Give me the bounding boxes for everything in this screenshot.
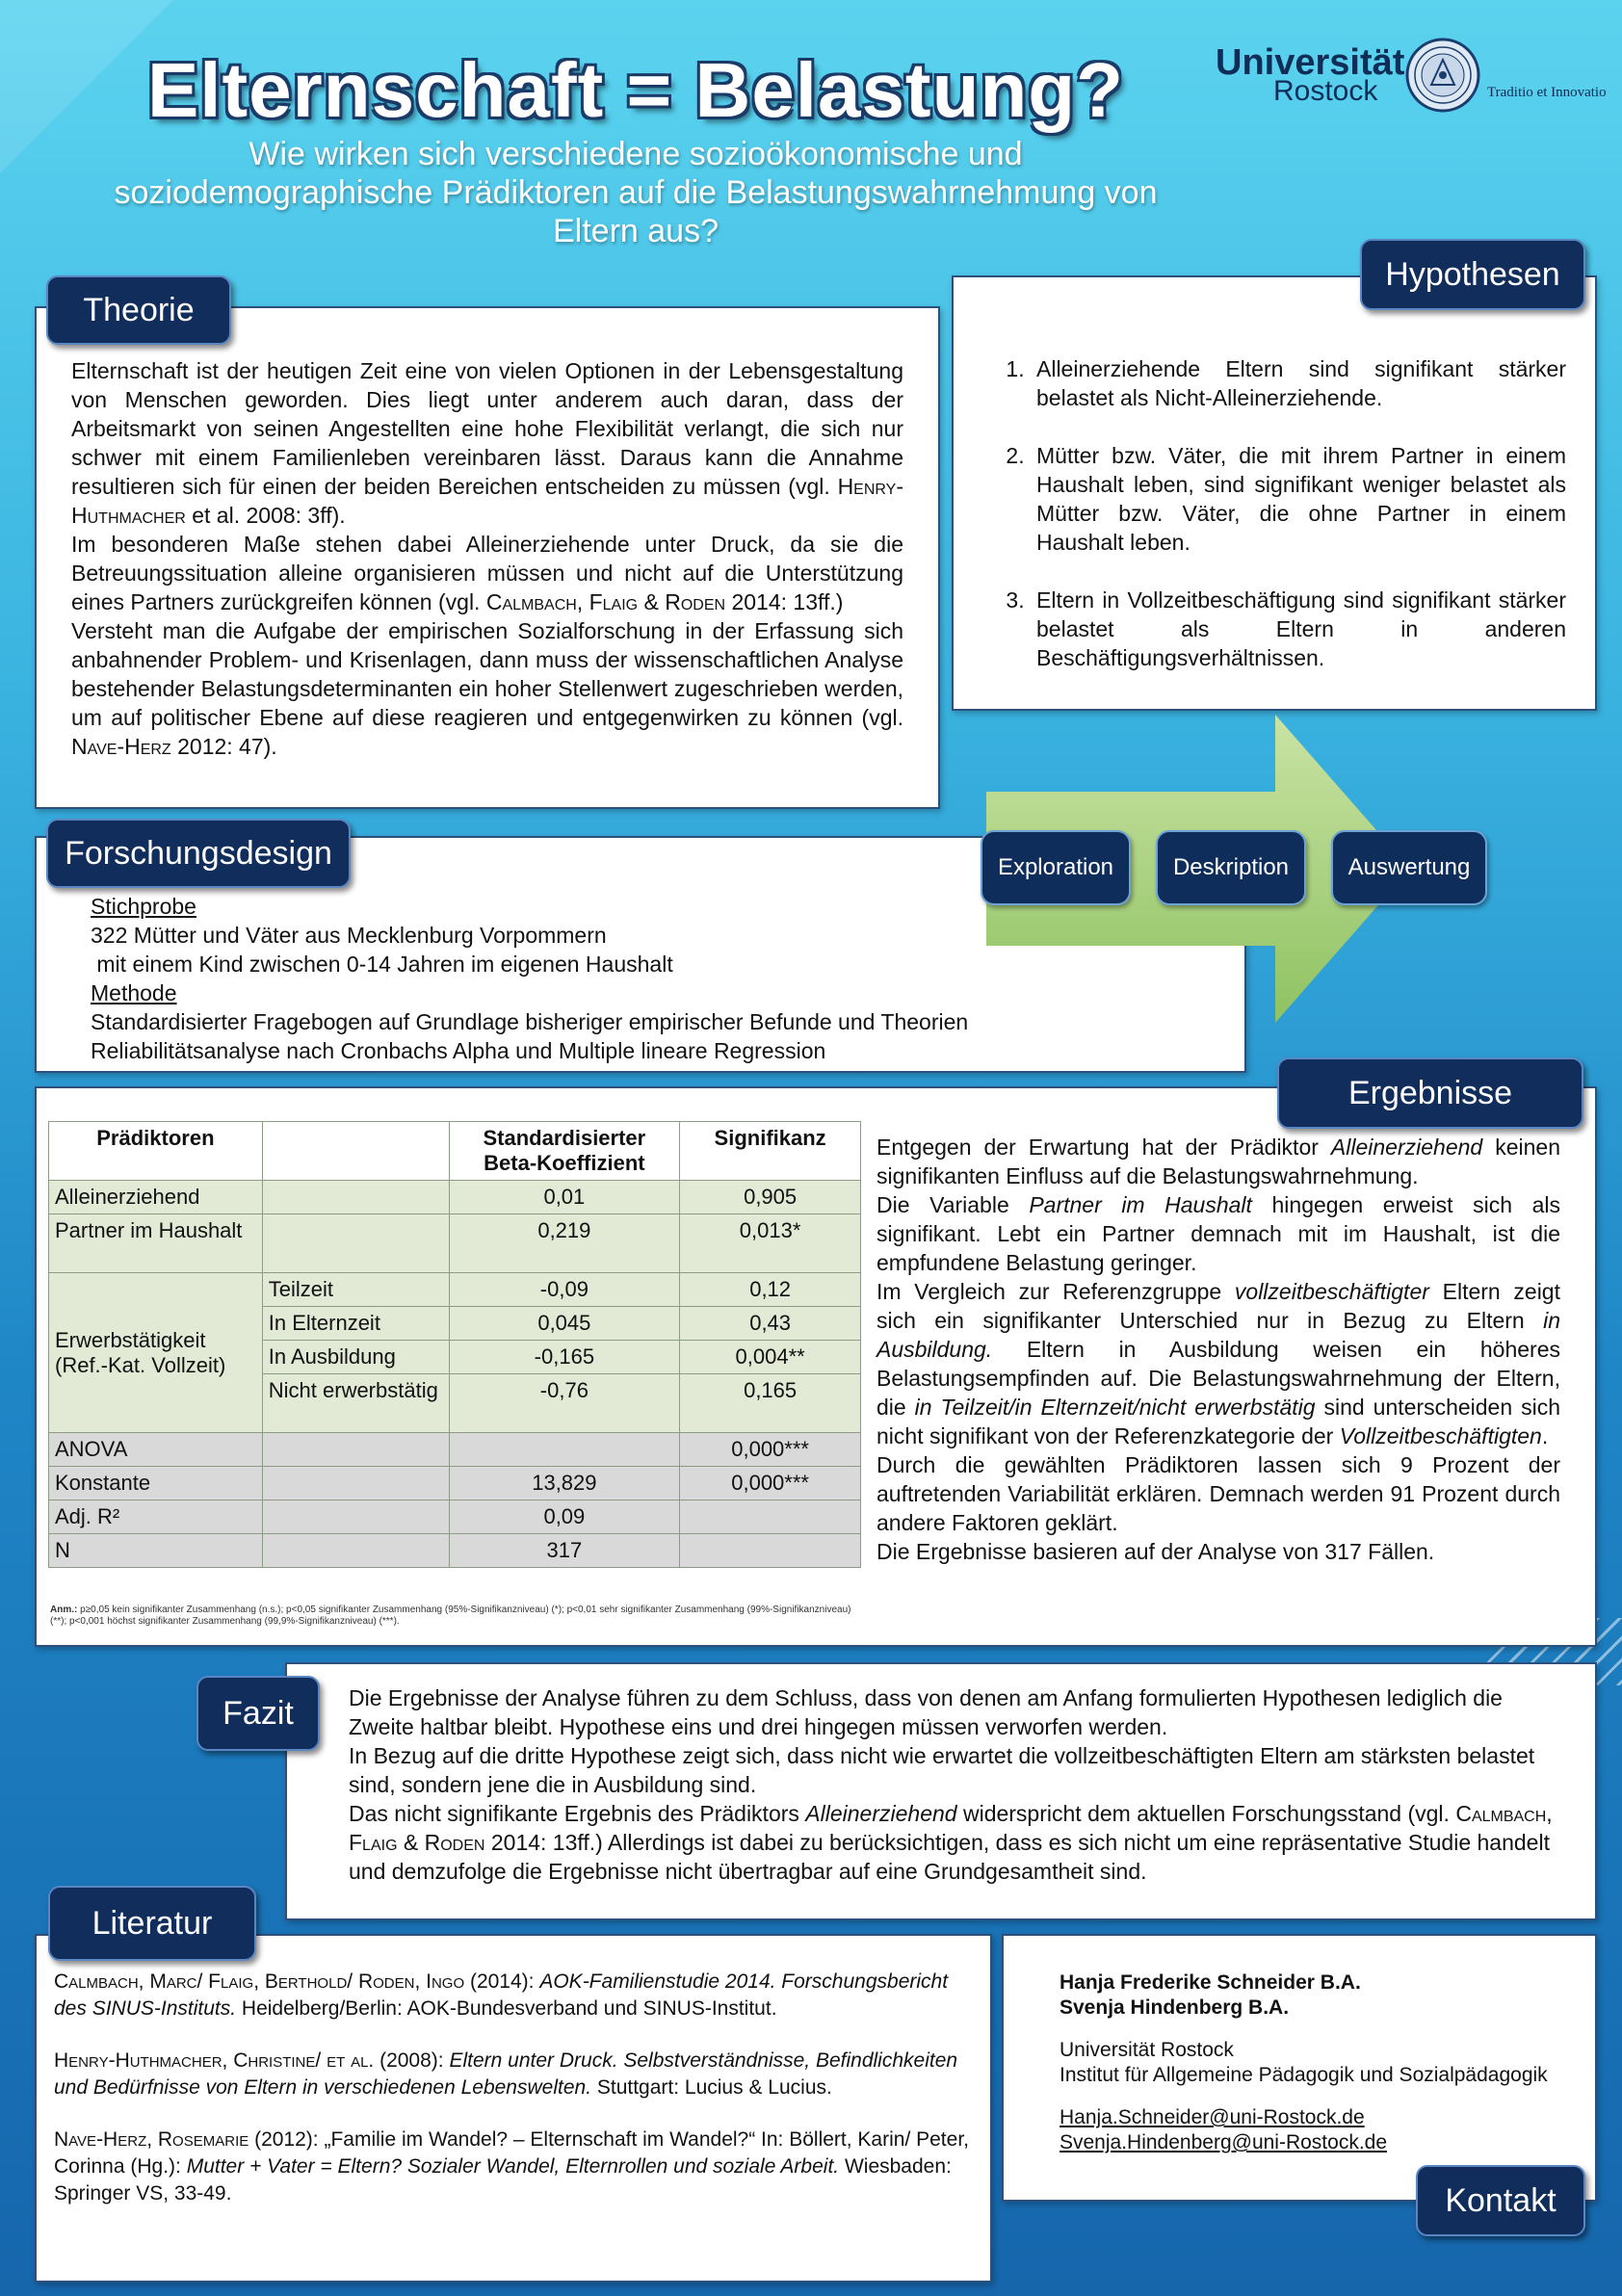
hypothesen-box <box>952 275 1597 711</box>
ref-publisher: Stuttgart: Lucius & Lucius. <box>591 2076 832 2099</box>
row-sig: 0,43 <box>680 1307 861 1341</box>
table-row <box>49 1534 861 1568</box>
fazit-l3-italic: Alleinerziehend <box>805 1801 957 1826</box>
ergebnisse-t3-e: . <box>1541 1423 1549 1448</box>
theorie-p3-end: 2012: 47). <box>170 734 277 759</box>
fazit-box <box>285 1662 1597 1920</box>
row-sig <box>680 1500 861 1534</box>
row-sub <box>262 1181 449 1214</box>
header-beta: Standardisierter Beta-Koeffizient <box>449 1122 680 1181</box>
methode-line2: Reliabilitätsanalyse nach Cronbachs Alpha und Multiple lineare Regression <box>91 1038 826 1063</box>
ref-authors: Nave-Herz, Rosemarie <box>54 2128 249 2151</box>
spacer <box>1060 2021 1580 2038</box>
ref-title: AOK-Familienstudie 2014. Forschungsbericht des SINUS-Instituts. <box>54 1970 949 2020</box>
header-signifikanz: Signifikanz <box>680 1122 861 1181</box>
fazit-text <box>349 1683 1564 1886</box>
row-beta: -0,09 <box>449 1273 680 1307</box>
row-beta: -0,76 <box>449 1374 680 1433</box>
ergebnisse-t3: Im Vergleich zur Referenzgruppe <box>876 1279 1235 1304</box>
theorie-box <box>35 306 940 809</box>
ref-authors: Calmbach, Marc/ Flaig, Berthold/ Roden, Ingo <box>54 1970 465 1993</box>
reference-1 <box>54 1969 979 2022</box>
ergebnisse-heading: Ergebnisse <box>1277 1057 1583 1129</box>
logo-rostock: Rostock <box>1273 75 1378 107</box>
contact-department: Institut für Allgemeine Pädagogik und Sozialpädagogik <box>1060 2064 1548 2086</box>
row-label: ANOVA <box>49 1433 263 1467</box>
email-link-1[interactable]: Hanja.Schneider@uni-Rostock.de <box>1060 2106 1365 2128</box>
ergebnisse-text <box>876 1133 1560 1566</box>
ergebnisse-t3-b: Eltern zeigt sich ein signifikanter Unterschied nur in Bezug zu Eltern <box>876 1279 1560 1333</box>
row-sub: Teilzeit <box>262 1273 449 1307</box>
fazit-l3: Das nicht signifikante Ergebnis des Prädiktors <box>349 1801 806 1826</box>
stichprobe-line1: 322 Mütter und Väter aus Mecklenburg Vorpommern <box>91 923 607 948</box>
reference-2 <box>54 2048 979 2101</box>
theorie-p1-end: et al. 2008: 3ff). <box>185 503 346 528</box>
spacer <box>54 2101 979 2126</box>
hypothesen-heading: Hypothesen <box>1360 239 1585 310</box>
ergebnisse-t4: Durch die gewählten Prädiktoren lassen sich 9 Prozent der auftretenden Variabilität erklären. Demnach werden 91 Prozent durch andere Faktoren geklärt. <box>876 1452 1560 1535</box>
literatur-heading: Literatur <box>48 1886 256 1961</box>
row-sub: In Elternzeit <box>262 1307 449 1341</box>
forschungsdesign-heading: Forschungsdesign <box>46 819 351 888</box>
row-sub: In Ausbildung <box>262 1341 449 1374</box>
table-header-row <box>49 1122 861 1181</box>
row-label: Partner im Haushalt <box>49 1214 263 1273</box>
process-step-deskription: Deskription <box>1156 830 1306 905</box>
ergebnisse-t3-c: Eltern in Ausbildung weisen ein höheres Belastungsempfinden auf. Die Belastungswahrnehmung der Eltern, die <box>876 1337 1560 1420</box>
row-sig: 0,004** <box>680 1341 861 1374</box>
contact-name-1: Hanja Frederike Schneider B.A. <box>1060 1971 1361 1994</box>
row-sub <box>262 1214 449 1273</box>
row-label: Alleinerziehend <box>49 1181 263 1214</box>
citation: Calmbach, Flaig & Roden <box>485 589 726 614</box>
hypothese-1: 1. Alleinerziehende Eltern sind signifikant stärker belastet als Nicht-Alleinerziehende. <box>1031 354 1566 412</box>
row-sig <box>680 1534 861 1568</box>
row-label: N <box>49 1534 263 1568</box>
ergebnisse-t5: Die Ergebnisse basieren auf der Analyse von 317 Fällen. <box>876 1539 1435 1564</box>
literatur-box <box>35 1934 992 2283</box>
row-sig: 0,12 <box>680 1273 861 1307</box>
stichprobe-line2: mit einem Kind zwischen 0-14 Jahren im eigenen Haushalt <box>91 952 673 977</box>
ergebnisse-t3-d: sind unterscheiden sich nicht signifikant von der Referenzkategorie der <box>876 1395 1560 1448</box>
row-sig: 0,165 <box>680 1374 861 1433</box>
contact-institution: Universität Rostock <box>1060 2039 1234 2061</box>
table-row <box>49 1214 861 1273</box>
ergebnisse-t2: Die Variable <box>876 1192 1030 1217</box>
theorie-heading: Theorie <box>46 275 231 345</box>
ergebnisse-t2-italic: Partner im Haushalt <box>1029 1192 1252 1217</box>
row-beta: -0,165 <box>449 1341 680 1374</box>
row-beta: 13,829 <box>449 1467 680 1500</box>
ref-publisher: Wiesbaden: Springer VS, 33-49. <box>54 2155 952 2205</box>
row-beta: 0,219 <box>449 1214 680 1273</box>
ergebnisse-t3-italic2: in Ausbildung. <box>876 1308 1560 1362</box>
row-sig: 0,000*** <box>680 1467 861 1500</box>
kontakt-heading: Kontakt <box>1416 2165 1585 2236</box>
theorie-text <box>71 356 903 761</box>
ref-title: Eltern unter Druck. Selbstverständnisse, Befindlichkeiten und Bedürfnisse von Eltern in verschiedenen Lebenswelten. <box>54 2049 958 2099</box>
row-beta: 0,09 <box>449 1500 680 1534</box>
hypothese-2: 2. Mütter bzw. Väter, die mit ihrem Partner in einem Haushalt leben, sind signifikant weniger belastet als Mütter bzw. Väter, die ohne Partner in einem Haushalt leben. <box>1031 441 1566 557</box>
fazit-l3-b: widerspricht dem aktuellen Forschungsstand (vgl. <box>956 1801 1456 1826</box>
theorie-p2: Im besonderen Maße stehen dabei Alleinerziehende unter Druck, da sie die Betreuungssituation alleine organisieren müssen und nicht auf die Unterstützung eines Partners zurückgreifen können (vgl. <box>71 532 903 614</box>
ref-authors: Henry-Huthmacher, Christine/ et al. <box>54 2049 375 2072</box>
table-row <box>49 1181 861 1214</box>
ergebnisse-t1-end: keinen signifikanten Einfluss auf die Belastungswahrnehmung. <box>876 1135 1560 1188</box>
fazit-l2: In Bezug auf die dritte Hypothese zeigt sich, dass nicht wie erwartet die vollzeitbeschäftigten Eltern am stärksten belastet sind, sondern jene die in Ausbildung sind. <box>349 1743 1535 1797</box>
theorie-p2-end: 2014: 13ff.) <box>725 589 844 614</box>
row-sub <box>262 1467 449 1500</box>
row-group-label: Erwerbstätigkeit (Ref.-Kat. Vollzeit) <box>49 1273 263 1433</box>
ref-publisher: Heidelberg/Berlin: AOK-Bundesverband und SINUS-Institut. <box>236 1997 777 2020</box>
ref-year: (2008): <box>374 2049 450 2072</box>
row-label: Adj. R² <box>49 1500 263 1534</box>
table-row <box>49 1500 861 1534</box>
row-sub <box>262 1534 449 1568</box>
citation: Calmbach, Flaig & Roden <box>349 1801 1553 1855</box>
fazit-heading: Fazit <box>196 1676 320 1751</box>
table-row <box>49 1467 861 1500</box>
contact-name-2: Svenja Hindenberg B.A. <box>1060 1996 1290 2019</box>
row-beta: 0,01 <box>449 1181 680 1214</box>
table-note <box>50 1605 863 1628</box>
header-praediktoren: Prädiktoren <box>49 1122 263 1181</box>
citation: Henry-Huthmacher <box>71 474 903 528</box>
ergebnisse-box <box>35 1086 1597 1647</box>
header-empty <box>262 1122 449 1181</box>
row-sig: 0,000*** <box>680 1433 861 1467</box>
ergebnisse-t1: Entgegen der Erwartung hat der Prädiktor <box>876 1135 1331 1160</box>
ref-title: Mutter + Vater = Eltern? Sozialer Wandel, Elternrollen und soziale Arbeit. <box>186 2155 840 2178</box>
hypothesen-list <box>998 354 1566 701</box>
ref-year: (2014): <box>464 1970 540 1993</box>
ergebnisse-t3-italic3: in Teilzeit/in Elternzeit/nicht erwerbstätig <box>914 1395 1316 1420</box>
table-row <box>49 1433 861 1467</box>
ergebnisse-t3-italic4: Vollzeitbeschäftigten <box>1339 1423 1542 1448</box>
ergebnisse-t1-italic: Alleinerziehend <box>1330 1135 1483 1160</box>
results-table <box>48 1121 861 1568</box>
row-beta <box>449 1433 680 1467</box>
methode-label: Methode <box>91 980 177 1005</box>
row-sub <box>262 1500 449 1534</box>
poster-title: Elternschaft = Belastung? <box>146 47 1125 133</box>
process-step-auswertung: Auswertung <box>1331 830 1487 905</box>
table-row <box>49 1273 861 1307</box>
fazit-l3-c: 2014: 13ff.) Allerdings ist dabei zu berücksichtigen, dass es sich nicht um eine repräsentative Studie handelt und demzufolge die Ergebnisse nicht übertragbar auf eine Grundgesamtheit sind. <box>349 1830 1550 1884</box>
literatur-list <box>54 1969 979 2207</box>
methode-line1: Standardisierter Fragebogen auf Grundlage bisheriger empirischer Befunde und Theorien <box>91 1009 969 1034</box>
ergebnisse-t3-italic: vollzeitbeschäftigter <box>1234 1279 1429 1304</box>
spacer <box>54 2022 979 2048</box>
reference-3 <box>54 2126 979 2207</box>
logo-motto: Traditio et Innovatio <box>1487 85 1607 100</box>
spacer <box>1060 2088 1580 2105</box>
table-note-text: p≥0,05 kein signifikanter Zusammenhang (n.s.); p<0,05 signifikanter Zusammenhang (95%-Signifikanzniveau) (*); p<0,01 sehr signifikanter Zusammenhang (99%-Signifikanzniveau) (**); p<0,001 höchst signifikanter Zusammenhang (99,9%-Signifikanzniveau) (***). <box>50 1605 851 1627</box>
row-sig: 0,013* <box>680 1214 861 1273</box>
table-note-label: Anm.: <box>50 1605 78 1615</box>
fazit-l1: Die Ergebnisse der Analyse führen zu dem Schluss, dass von denen am Anfang formulierten Hypothesen lediglich die Zweite haltbar bleibt. Hypothese eins und drei hingegen müssen verworfen werden. <box>349 1685 1503 1739</box>
row-beta: 317 <box>449 1534 680 1568</box>
ref-year: (2012): „Familie im Wandel? – Elternschaft im Wandel?“ In: Böllert, Karin/ Peter, Corinna (Hg.): <box>54 2128 969 2178</box>
theorie-p1: Elternschaft ist der heutigen Zeit eine von vielen Optionen in der Lebensgestaltung von Menschen geworden. Dies liegt unter anderem auch daran, dass der Arbeitsmarkt von seinen Angestellten eine hohe Flexibilität verlangt, die sich nur schwer mit einem Familienleben vereinbaren lässt. Daraus kann die Annahme resultieren sich für einen der beiden Bereichen entscheiden zu müssen (vgl. <box>71 358 903 499</box>
ergebnisse-t2-end: hingegen erweist sich als signifikant. Lebt ein Partner demnach mit im Haushalt, ist die empfundene Belastung geringer. <box>876 1192 1560 1275</box>
citation: Nave-Herz <box>71 734 171 759</box>
row-sub <box>262 1433 449 1467</box>
logo-university: Universität <box>1216 42 1405 83</box>
poster-subtitle: Wie wirken sich verschiedene sozioökonomische und soziodemographische Prädiktoren auf die Belastungswahrnehmung von Eltern aus? <box>114 136 1158 249</box>
university-seal-icon <box>1404 37 1481 114</box>
process-step-exploration: Exploration <box>981 830 1131 905</box>
stichprobe-label: Stichprobe <box>91 894 196 919</box>
kontakt-text <box>1060 1970 1580 2155</box>
row-label: Konstante <box>49 1467 263 1500</box>
theorie-p3: Versteht man die Aufgabe der empirischen Sozialforschung in der Erfassung sich anbahnender Problem- und Krisenlagen, dann muss der wissenschaftlichen Analyse bestehender Belastungsdeterminanten ein hoher Stellenwert zugeschrieben werden, um auf politischer Ebene auf diese reagieren und entgegenwirken zu können (vgl. <box>71 618 903 730</box>
kontakt-box <box>1002 1934 1597 2202</box>
email-link-2[interactable]: Svenja.Hindenberg@uni-Rostock.de <box>1060 2131 1388 2153</box>
row-sig: 0,905 <box>680 1181 861 1214</box>
hypothese-3: 3. Eltern in Vollzeitbeschäftigung sind signifikant stärker belastet als Eltern in anderen Beschäftigungsverhältnissen. <box>1031 586 1566 672</box>
row-sub: Nicht erwerbstätig <box>262 1374 449 1433</box>
row-beta: 0,045 <box>449 1307 680 1341</box>
